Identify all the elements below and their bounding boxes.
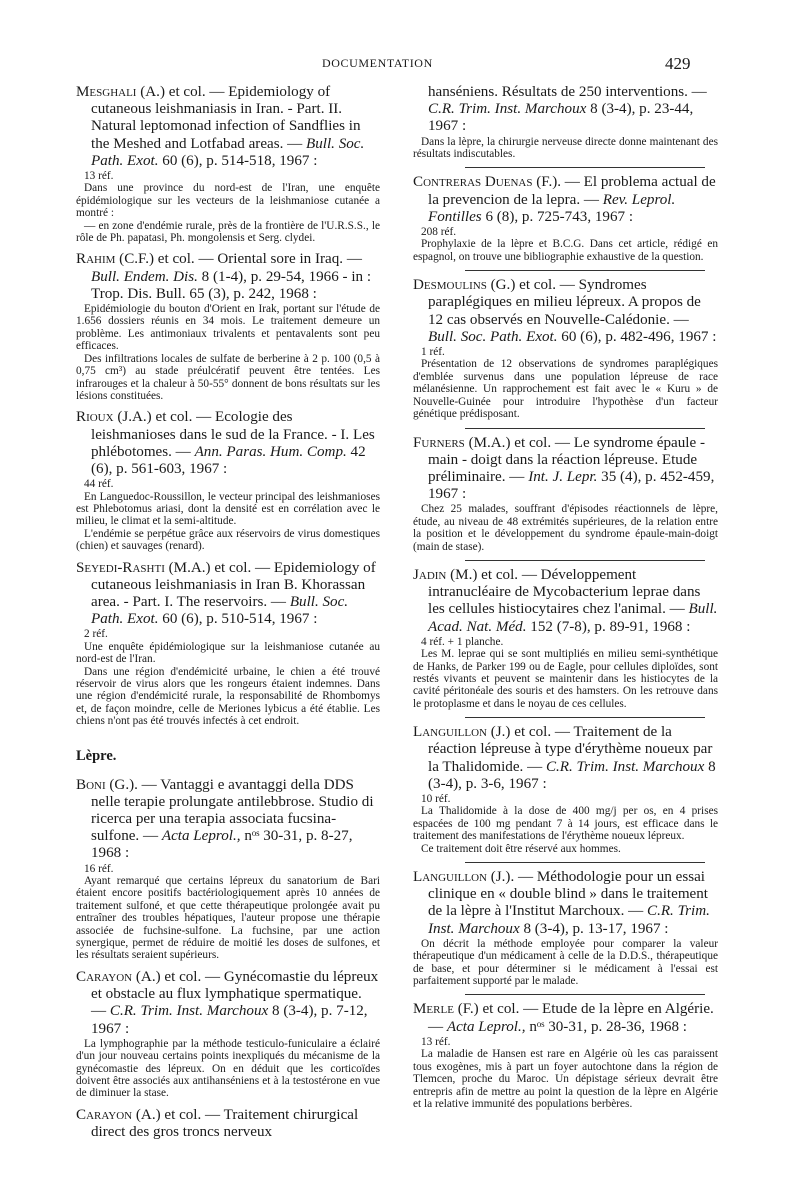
citation-text: et col. — Oriental sore in Iraq. — xyxy=(154,251,362,268)
entry-citation xyxy=(76,251,380,303)
entry-abstract: Chez 25 malades, souffrant d'épisodes réactionnels de lèpre, étude, au niveau de 48 extrémités supérieures, de la relation entre la position et le développement du syndrome épaule-main-doigt (main de stase). xyxy=(413,503,718,553)
entry-author: Mesghali (A.) xyxy=(76,84,165,100)
entry-author: Desmoulins (G.) xyxy=(413,277,516,294)
reference-count: 4 réf. + 1 planche. xyxy=(421,635,504,648)
citation-details: 60 (6), p. 510-514, 1967 : xyxy=(158,611,318,628)
entry-abstract: En Languedoc-Roussillon, le vecteur principal des leishmanioses est Phlebotomus ariasi, dont la densité est en corrélation avec le milieu, le climat et la semi-altitude. xyxy=(76,490,380,528)
bibliography-entry xyxy=(76,777,380,962)
entry-abstract: Présentation de 12 observations de syndromes paraplégiques d'emblée survenus dans une population lépreuse de race mélanésienne. Un rapprochement est fait avec le « Kuru » de Nouvelle-Guinée pour introduire l'hypothèse d'un facteur génétique prédisposant. xyxy=(413,358,718,421)
bibliography-entry xyxy=(413,724,718,855)
entry-divider xyxy=(465,560,705,561)
entry-abstract: Ayant remarqué que certains lépreux du sanatorium de Bari étaient encore positifs bactériologiquement après 10 années de traitement sulfoné, et que cette thérapeutique prolongée avait pu entraîner des troubles hépatiques, l'auteur propose une thérapie associée de fuchsine-sulfone. La fuchsine, par une action synergique, permet de réduire de moitié les doses de sulfones, et les résultats seraient supérieurs. xyxy=(76,875,380,962)
journal-title: Acta Leprol., xyxy=(161,828,241,845)
entry-abstract: La Thalidomide à la dose de 400 mg/j per os, en 4 prises espacées de 100 mg pendant 7 à 14 jours, est efficace dans le traitement des manifestations de l'érythème noueux lépreux. xyxy=(413,805,718,843)
reference-count: 13 réf. xyxy=(84,170,114,183)
citation-details: 60 (6), p. 482-496, 1967 : xyxy=(557,328,717,345)
entry-abstract: On décrit la méthode employée pour comparer la valeur thérapeutique d'un médicament à celle de la D.D.S., thérapeutique de base, et pour déterminer si le médicament à l'essai est parfaitement supporté par le malade. xyxy=(413,937,718,988)
citation-text: et col. — Etude de la lèpre en Algérie. — xyxy=(428,1001,714,1035)
citation-details: 152 (7-8), p. 89-91, 1968 : xyxy=(526,618,691,635)
entry-author: Rioux (J.A.) xyxy=(76,409,152,426)
entry-citation xyxy=(413,869,718,938)
bibliography-entry xyxy=(413,1001,718,1110)
running-title: DOCUMENTATION xyxy=(322,56,433,70)
entry-abstract: Prophylaxie de la lèpre et B.C.G. Dans cet article, rédigé en espagnol, on trouve une bibliographie exhaustive de la question. xyxy=(413,238,718,263)
citation-text: et col. — Le syndrome épaule - main - doigt dans la réaction lépreuse. Etude préliminaire. — xyxy=(428,434,705,485)
reference-count: 208 réf. xyxy=(421,226,457,239)
entry-abstract: La lymphographie par la méthode testiculo-funiculaire a éclairé d'un jour nouveau certains points inexpliqués du mécanisme de la gynécomastie des lépreux. On en déduit que les corticoïdes doivent être associés aux antihanséniens et à la testostérone en vue de diminuer la stase. xyxy=(76,1037,380,1100)
reference-count: 16 réf. xyxy=(84,862,114,875)
citation-text: et col. — Développement intranucléaire de Mycobacterium leprae dans les cellules histiocytaires chez l'animal. — xyxy=(428,566,701,618)
entry-citation xyxy=(76,409,380,478)
entry-citation xyxy=(413,174,718,226)
entry-divider xyxy=(465,862,705,863)
left-column xyxy=(76,84,380,1148)
entry-author: Furners (M.A.) xyxy=(413,434,511,451)
bibliography-entry xyxy=(76,560,380,728)
reference-count: 13 réf. xyxy=(421,1035,451,1048)
entry-citation xyxy=(76,560,380,629)
entry-author: Languillon (J.) xyxy=(413,724,511,741)
entry-abstract: L'endémie se perpétue grâce aux réservoirs de virus domestiques (chien) et sauvages (renard). xyxy=(76,527,380,553)
journal-title: Bull. Soc. Path. Exot. xyxy=(91,593,349,628)
bibliography-entry xyxy=(413,869,718,987)
entry-divider xyxy=(465,167,705,168)
entry-author: Contreras Duenas (F.). xyxy=(413,174,562,191)
journal-title: Bull. Acad. Nat. Méd. xyxy=(428,601,718,635)
journal-title: Bull. Endem. Dis. xyxy=(91,268,198,285)
citation-text: et col. — Traitement de la réaction lépreuse à type d'érythème noueux par la Thalidomide. — xyxy=(428,724,713,775)
citation-text: hanséniens. Résultats de 250 interventions. — xyxy=(428,84,707,100)
page-number: 429 xyxy=(665,54,691,73)
bibliography-entry xyxy=(76,1107,380,1141)
bibliography-entry xyxy=(76,409,380,552)
left-entries-leprosy xyxy=(76,777,380,1142)
entry-author: Carayon (A.) xyxy=(76,968,161,985)
entry-author: Seyedi-Rashti (M.A.) xyxy=(76,559,211,576)
journal-title: Bull. Soc. Path. Exot. xyxy=(428,328,558,345)
entry-citation xyxy=(76,84,380,170)
entry-citation xyxy=(76,969,380,1038)
journal-title: Ann. Paras. Hum. Comp. xyxy=(194,443,347,460)
entry-citation xyxy=(76,777,380,863)
journal-title: Bull. Soc. Path. Exot. xyxy=(91,135,365,169)
continued-entry xyxy=(413,84,718,160)
journal-title: C.R. Trim. Inst. Marchoux xyxy=(428,903,710,937)
bibliography-entry xyxy=(76,969,380,1100)
citation-details: 35 (4), p. 452-459, 1967 : xyxy=(428,468,715,503)
citation-text: et col. — Ecologie des leishmanioses dans le sud de la France. - I. Les phlébotomes. — xyxy=(91,409,375,460)
entry-divider xyxy=(465,994,705,995)
bibliography-entry xyxy=(413,277,718,420)
citation-details: 8 (3-4), p. 3-6, 1967 : xyxy=(428,758,716,792)
entry-abstract: Une enquête épidémiologique sur la leishmaniose cutanée au nord-est de l'Iran. xyxy=(76,640,380,666)
journal-title: Rev. Leprol. Fontilles xyxy=(428,191,676,225)
citation-details: 8 (3-4), p. 13-17, 1967 : xyxy=(519,920,669,937)
reference-count: 10 réf. xyxy=(421,793,451,805)
journal-title: C.R. Trim. Inst. Marchoux xyxy=(545,758,705,775)
right-entries xyxy=(413,174,718,1110)
citation-text: — Vantaggi e avantaggi della DDS nelle terapie prolungate antilebbrose. Studio di ricerca per una terapia associata fucsina-sulfone. — xyxy=(91,776,374,845)
journal-title: Acta Leprol., xyxy=(446,1018,526,1035)
bibliography-entry xyxy=(413,174,718,263)
entry-citation xyxy=(413,567,718,636)
journal-title: C.R. Trim. Inst. Marchoux xyxy=(428,101,587,118)
journal-title: Int. J. Lepr. xyxy=(528,468,598,485)
citation-text: — El problema actual de la prevencion de la lepra. — xyxy=(428,174,716,208)
citation-details: 8 (3-4), p. 7-12, 1967 : xyxy=(91,1003,368,1037)
citation-details: nᵒˢ 30-31, p. 8-27, 1968 : xyxy=(91,828,353,862)
entry-author: Carayon (A.) xyxy=(76,1106,161,1123)
section-heading: Lèpre. xyxy=(76,747,117,764)
citation-details: nᵒˢ 30-31, p. 28-36, 1968 : xyxy=(525,1018,687,1035)
entry-divider xyxy=(465,717,705,718)
entry-abstract: Ce traitement doit être réservé aux hommes. xyxy=(421,842,621,855)
journal-title: C.R. Trim. Inst. Marchoux xyxy=(109,1003,269,1020)
entry-abstract: Dans une province du nord-est de l'Iran, une enquête épidémiologique sur les vecteurs de la leishmaniose cutanée a montré : xyxy=(76,182,380,220)
entry-citation xyxy=(413,435,718,504)
entry-divider xyxy=(465,270,705,271)
entry-divider xyxy=(465,428,705,429)
left-entries xyxy=(76,84,380,728)
entry-author: Languillon (J.). xyxy=(413,869,515,886)
citation-details: 6 (8), p. 725-743, 1967 : xyxy=(481,208,634,225)
entry-author: Boni (G.). xyxy=(76,776,138,793)
citation-text: et col. — Epidemiology of cutaneous leishmaniasis in Iran. - Part. II. Natural leptomonad infection of Sandflies in the Meshed and Lotfabad areas. — xyxy=(91,84,361,152)
reference-count: 44 réf. xyxy=(84,478,114,491)
citation-details: 60 (6), p. 514-518, 1967 : xyxy=(158,152,318,169)
citation-details: 8 (3-4), p. 23-44, 1967 : xyxy=(428,101,694,135)
entry-citation xyxy=(413,277,718,346)
entry-abstract: Dans une région d'endémicité urbaine, le chien a été trouvé réservoir de virus alors que les rongeurs étaient indemnes. Dans une région d'endémicité rurale, la responsabilité de Rhombomys et, de façon moindre, celle de Meriones lybicus a été établie. Les chiens n'ont pas été trouvés infectés à cet endroit. xyxy=(76,665,380,728)
citation-text: et col. — Epidemiology of cutaneous leishmaniasis in Iran B. Khorassan area. - Part. I. The reservoirs. — xyxy=(91,559,376,610)
citation-text: et col. — Gynécomastie du lépreux et obstacle au flux lymphatique spermatique. — xyxy=(91,968,379,1020)
entry-citation xyxy=(413,1001,718,1035)
entry-citation xyxy=(76,1107,380,1141)
entry-abstract: La maladie de Hansen est rare en Algérie où les cas paraissent tous exogènes, mis à part un foyer autochtone dans la région de Tlemcen, proche du Maroc. Un dépistage sérieux devrait être entrepris afin de mettre au point la question de la lèpre en Algérie et la relative immunité des populations berbères. xyxy=(413,1048,718,1110)
entry-author: Rahim (C.F.) xyxy=(76,251,155,268)
entry-abstract: Dans la lèpre, la chirurgie nerveuse directe donne maintenant des résultats indiscutables. xyxy=(413,135,718,161)
citation-text: et col. — Syndromes paraplégiques en milieu lépreux. A propos de 12 cas observés en Nouvelle-Calédonie. — xyxy=(428,277,701,328)
citation-text: et col. — Traitement chirurgical direct des gros troncs nerveux xyxy=(91,1106,359,1140)
bibliography-entry xyxy=(413,567,718,710)
reference-count: 2 réf. xyxy=(84,628,108,641)
citation-details: 42 (6), p. 561-603, 1967 : xyxy=(91,443,366,477)
citation-details: 8 (1-4), p. 29-54, 1966 - in : Trop. Dis. Bull. 65 (3), p. 242, 1968 : xyxy=(91,268,372,302)
bibliography-entry xyxy=(413,435,718,553)
right-column xyxy=(413,84,718,1117)
reference-count: 1 réf. xyxy=(421,346,445,359)
entry-citation xyxy=(413,724,718,793)
bibliography-entry xyxy=(76,251,380,402)
entry-author: Jadin (M.) xyxy=(413,566,478,583)
entry-abstract: — en zone d'endémie rurale, près de la frontière de l'U.R.S.S., le rôle de Ph. papatasi, Ph. mongolensis et Serg. clydei. xyxy=(76,219,380,245)
citation-text: — Méthodologie pour un essai clinique en « double blind » dans le traitement de la lèpre à l'Institut Marchoux. — xyxy=(428,869,709,920)
entry-citation xyxy=(413,84,718,136)
entry-author: Merle (F.) xyxy=(413,1001,479,1018)
entry-abstract: Epidémiologie du bouton d'Orient en Irak, portant sur l'étude de 1.656 dossiers réunis en 34 mois. Le traitement demeure un problème. Les antimoniaux trivalents et pentavalents sont peu efficaces. xyxy=(76,303,380,353)
entry-abstract: Les M. leprae qui se sont multipliés en milieu semi-synthétique de Hanks, de Parker 199 ou de Eagle, pour cellules diploïdes, sont restés vivants et peuvent se maintenir dans les histiocytes de la cavité péritonéale des souris et des hamsters. On les retrouve dans le protoplasme et dans le noyau de ces cellules. xyxy=(413,648,718,710)
entry-abstract: Des infiltrations locales de sulfate de berberine à 2 p. 100 (0,5 à 0,75 cm³) au stade préulcératif peuvent être tentées. Les infrarouges et la chaleur à 50-55° donnent de bons résultats sur les lésions constituées. xyxy=(76,352,380,402)
bibliography-entry xyxy=(76,84,380,244)
